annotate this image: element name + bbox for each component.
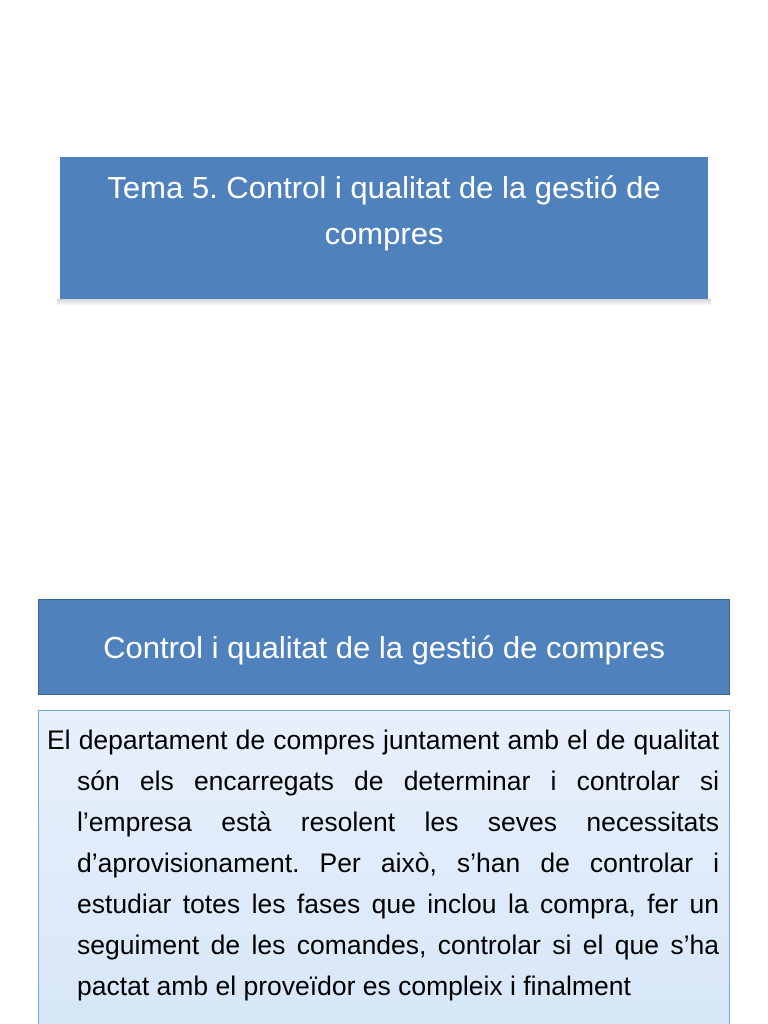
slide-title-box (60, 157, 708, 299)
body-paragraph: El departament de compres juntament amb el de qualitat són els encarregats de determinar i controlar si l’empresa està resolent les seves necessitats d’aprovisionament. Per això, s’han de controlar i estudiar totes les fases que inclou la compra, fer un seguiment de les comandes, controlar si el que s’ha pactat amb el proveïdor es compleix i finalment (47, 725, 719, 1001)
slide-title-shadow (57, 299, 711, 306)
section-header (38, 599, 730, 695)
content-box (38, 710, 730, 1024)
section-header-text: Control i qualitat de la gestió de compres (103, 630, 665, 665)
slide-title: Tema 5. Control i qualitat de la gestió de compres (107, 170, 661, 251)
